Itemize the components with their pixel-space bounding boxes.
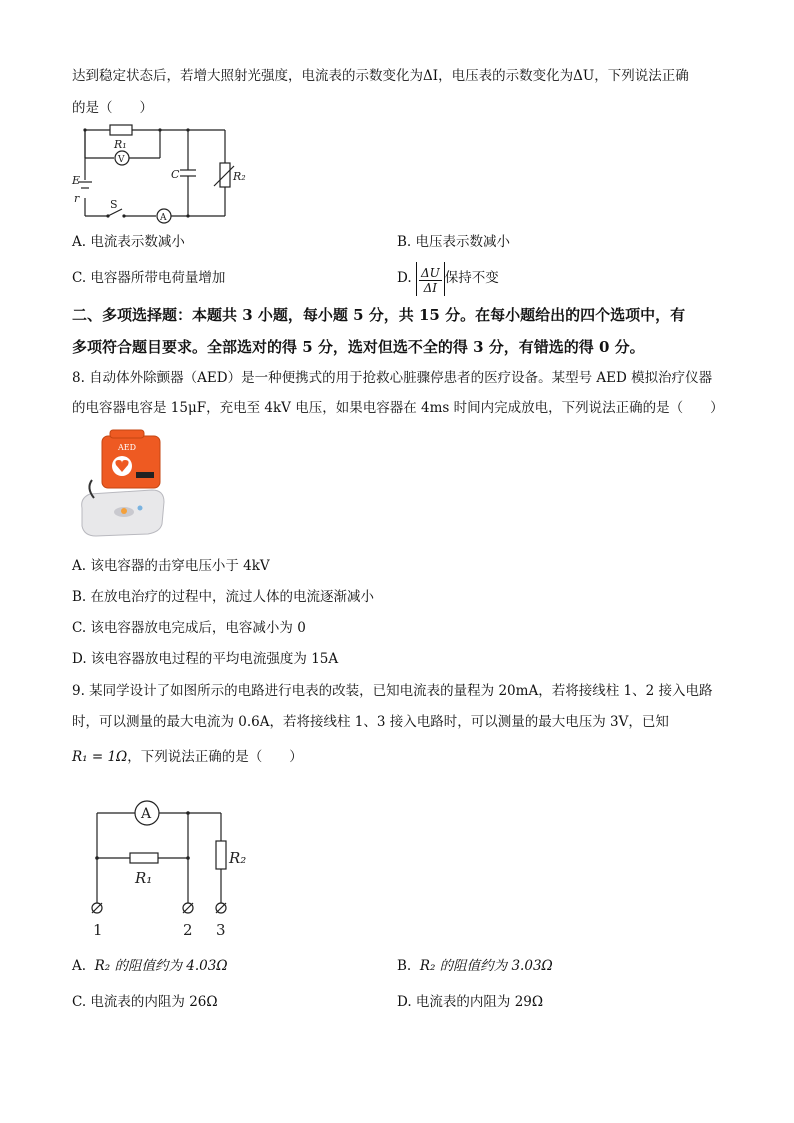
q7-stem-line2: 的是（ ） bbox=[72, 100, 153, 116]
q9-option-a bbox=[72, 956, 228, 976]
q9-option-b-prefix: B. bbox=[397, 958, 412, 974]
q9-terminal-2: 2 bbox=[183, 921, 193, 939]
q7-label-r: r bbox=[74, 192, 80, 205]
q7-label-s: S bbox=[110, 198, 118, 211]
q7-option-d bbox=[397, 260, 499, 296]
q9-option-c: C. 电流表的内阻为 26Ω bbox=[72, 994, 218, 1010]
q8-stem-line1: 8. 自动体外除颤器（AED）是一种便携式的用于抢救心脏骤停患者的医疗设备。某型号 AED 模拟治疗仪器 bbox=[72, 370, 713, 386]
q7-option-c: C. 电容器所带电荷量增加 bbox=[72, 270, 226, 286]
q9-given: R₁ = 1Ω bbox=[72, 749, 128, 765]
q7-option-d-suffix: 保持不变 bbox=[444, 270, 499, 286]
q9-option-d: D. 电流表的内阻为 29Ω bbox=[397, 994, 544, 1010]
aed-label: AED bbox=[118, 443, 137, 452]
q9-option-b bbox=[397, 956, 553, 976]
q8-option-c: C. 该电容器放电完成后，电容减小为 0 bbox=[72, 620, 306, 636]
q7-option-a: A. 电流表示数减小 bbox=[72, 234, 185, 250]
q7-label-v: V bbox=[118, 155, 125, 165]
q7-label-a: A bbox=[160, 213, 167, 223]
q9-label-r1: R₁ bbox=[135, 869, 153, 887]
q7-option-b: B. 电压表示数减小 bbox=[397, 234, 511, 250]
q9-option-a-prefix: A. bbox=[72, 958, 87, 974]
q9-stem-line1: 9. 某同学设计了如图所示的电路进行电表的改装，已知电流表的量程为 20mA，若将接线柱 1、2 接入电路 bbox=[72, 683, 713, 699]
q9-stem-line3 bbox=[72, 747, 303, 767]
q9-option-b-text: R₂ 的阻值约为 3.03Ω bbox=[419, 958, 553, 974]
q9-circuit-diagram bbox=[85, 795, 255, 945]
q7-option-d-num: ΔU bbox=[420, 265, 440, 280]
q7-option-d-prefix: D. bbox=[397, 270, 412, 286]
q8-option-b: B. 在放电治疗的过程中，流过人体的电流逐渐减小 bbox=[72, 589, 375, 605]
section2-line2: 多项符合题目要求。全部选对的得 5 分，选对但选不全的得 3 分，有错选的得 0 分。 bbox=[72, 338, 645, 356]
q8-stem-line2: 的电容器电容是 15μF，充电至 4kV 电压，如果电容器在 4ms 时间内完成放电，下列说法正确的是（ ） bbox=[72, 400, 724, 416]
q7-stem-line1: 达到稳定状态后，若增大照射光强度，电流表的示数变化为ΔI，电压表的示数变化为ΔU，下列说法正确 bbox=[72, 68, 689, 84]
q8-option-a: A. 该电容器的击穿电压小于 4kV bbox=[72, 558, 270, 574]
q9-label-r2: R₂ bbox=[229, 849, 247, 867]
q7-label-r1: R₁ bbox=[114, 138, 127, 151]
q7-label-e: E bbox=[72, 174, 81, 187]
q9-terminal-3: 3 bbox=[216, 921, 226, 939]
q9-stem-line2: 时，可以测量的最大电流为 0.6A，若将接线柱 1、3 接入电路时，可以测量的最大电压为 3V，已知 bbox=[72, 714, 669, 730]
q9-terminal-1: 1 bbox=[93, 921, 103, 939]
q9-stem-line3-text: ，下列说法正确的是（ ） bbox=[127, 749, 303, 765]
q8-option-d: D. 该电容器放电过程的平均电流强度为 15A bbox=[72, 651, 339, 667]
q7-label-c: C bbox=[171, 168, 180, 181]
q7-label-r2: R₂ bbox=[233, 170, 246, 183]
q9-option-a-text: R₂ 的阻值约为 4.03Ω bbox=[94, 958, 228, 974]
q7-circuit-diagram bbox=[70, 118, 250, 228]
section2-line1: 二、多项选择题：本题共 3 小题，每小题 5 分，共 15 分。在每小题给出的四个选项中，有 bbox=[72, 306, 686, 324]
aed-device-image bbox=[76, 428, 172, 546]
q9-label-a: A bbox=[141, 806, 152, 822]
q7-option-d-abs bbox=[416, 262, 445, 296]
q7-option-d-den: ΔI bbox=[423, 280, 438, 295]
